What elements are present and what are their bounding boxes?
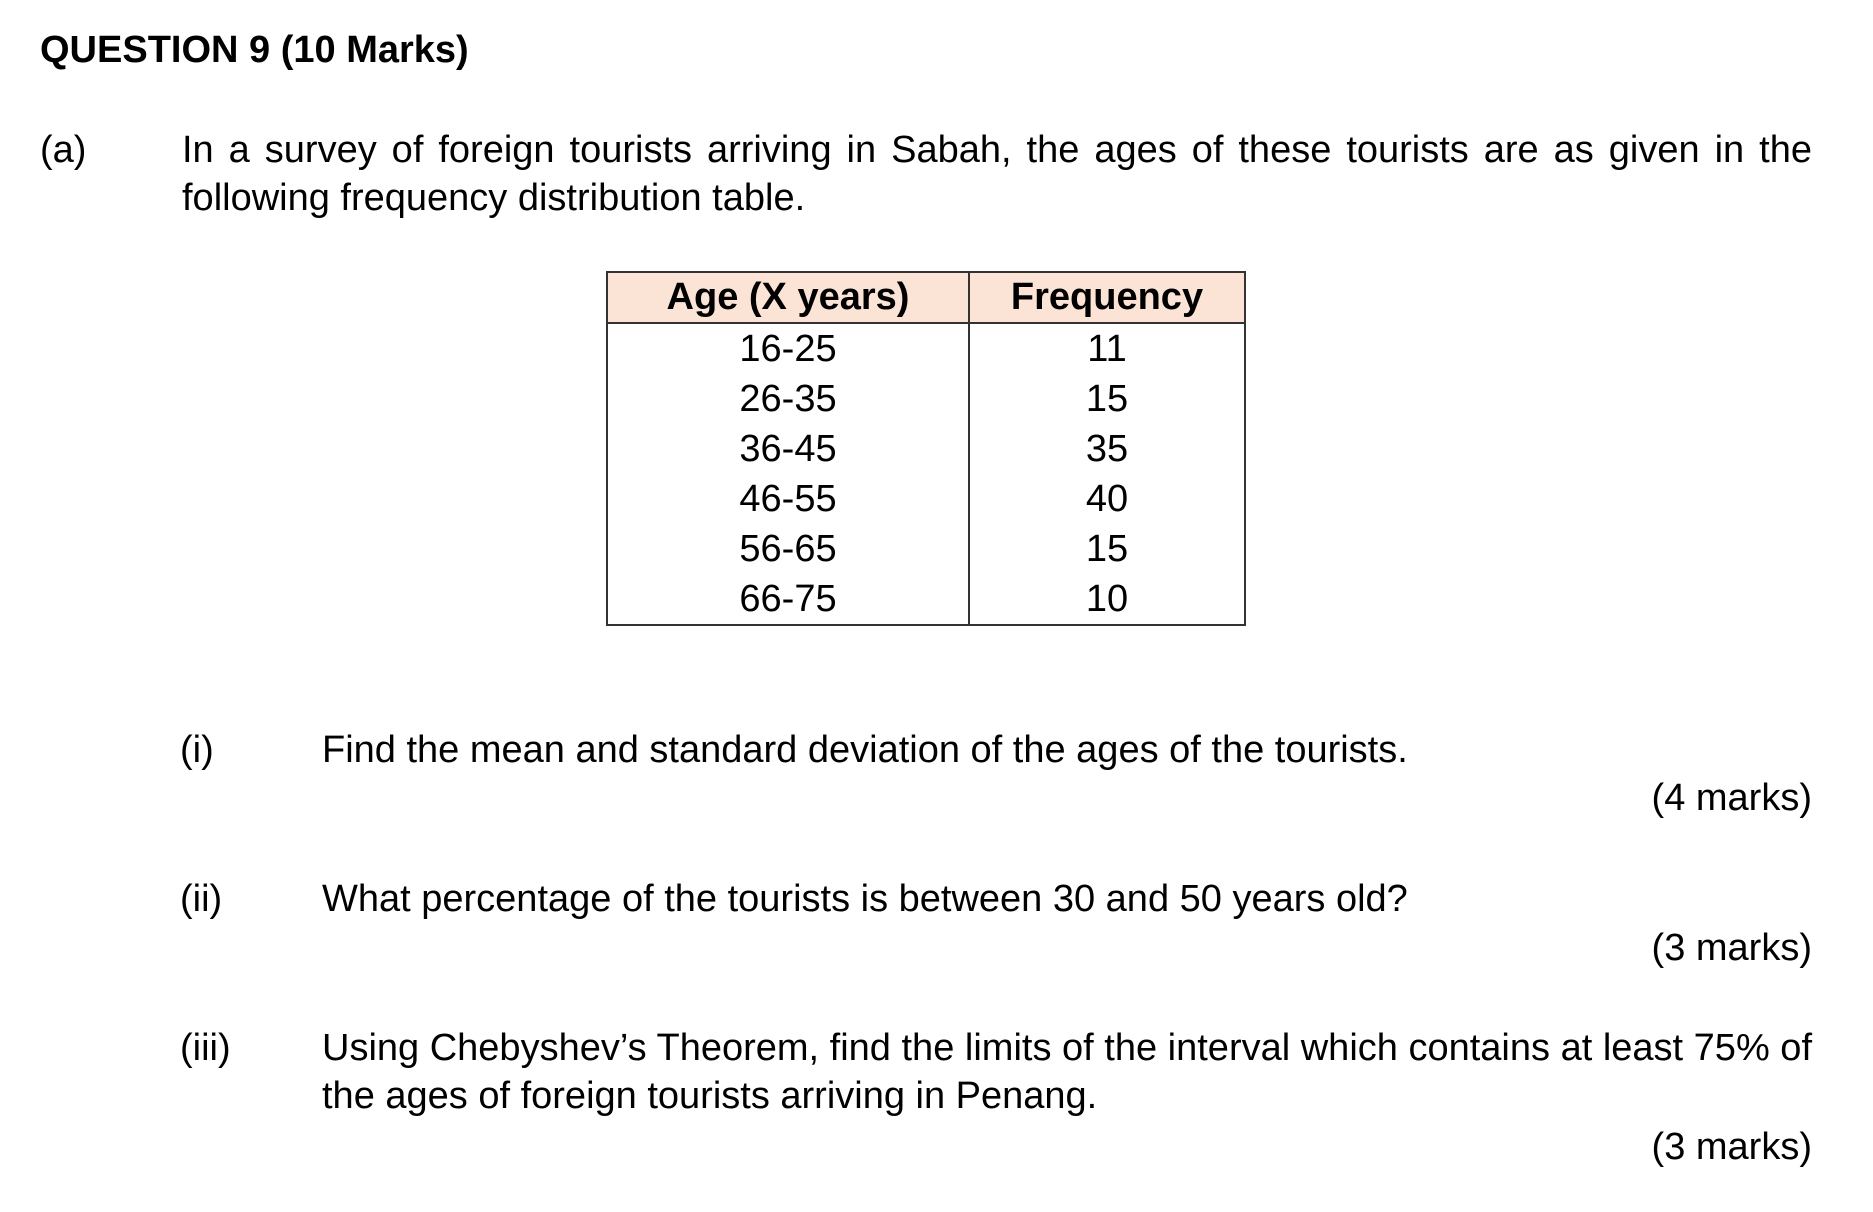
frequency-cell: 40 xyxy=(969,474,1245,524)
subquestion-i-marks: (4 marks) xyxy=(1651,777,1812,819)
subquestion-ii-label: (ii) xyxy=(180,878,223,920)
table-row xyxy=(607,474,1245,524)
table-row xyxy=(607,424,1245,474)
header-frequency: Frequency xyxy=(969,272,1245,323)
subquestion-ii-text: What percentage of the tourists is between 30 and 50 years old? xyxy=(322,878,1408,920)
table-row xyxy=(607,323,1245,374)
table-row xyxy=(607,374,1245,424)
frequency-cell: 10 xyxy=(969,574,1245,625)
table-header-row xyxy=(607,272,1245,323)
age-cell: 26-35 xyxy=(607,374,969,424)
subquestion-i-text: Find the mean and standard deviation of the ages of the tourists. xyxy=(322,729,1408,771)
subquestion-iii-text: Using Chebyshev’s Theorem, find the limits of the interval which contains at least 75% of the ages of foreign tourists arriving in Penang. xyxy=(322,1027,1812,1117)
frequency-cell: 35 xyxy=(969,424,1245,474)
frequency-cell: 11 xyxy=(969,323,1245,374)
frequency-cell: 15 xyxy=(969,374,1245,424)
part-a-text: In a survey of foreign tourists arriving in Sabah, the ages of these tourists are as given in the following frequency distribution table. xyxy=(182,129,1812,219)
table-row xyxy=(607,574,1245,625)
subquestion-ii-marks: (3 marks) xyxy=(1651,927,1812,969)
age-cell: 46-55 xyxy=(607,474,969,524)
age-cell: 16-25 xyxy=(607,323,969,374)
question-title: QUESTION 9 (10 Marks) xyxy=(40,29,469,71)
table-row xyxy=(607,524,1245,574)
age-cell: 56-65 xyxy=(607,524,969,574)
frequency-table xyxy=(606,271,1246,626)
subquestion-iii-marks: (3 marks) xyxy=(1651,1126,1812,1168)
frequency-cell: 15 xyxy=(969,524,1245,574)
subquestion-iii-label: (iii) xyxy=(180,1027,231,1069)
header-age: Age (X years) xyxy=(607,272,969,323)
subquestion-i-label: (i) xyxy=(180,729,214,771)
age-cell: 36-45 xyxy=(607,424,969,474)
age-cell: 66-75 xyxy=(607,574,969,625)
part-a-label: (a) xyxy=(40,129,87,171)
